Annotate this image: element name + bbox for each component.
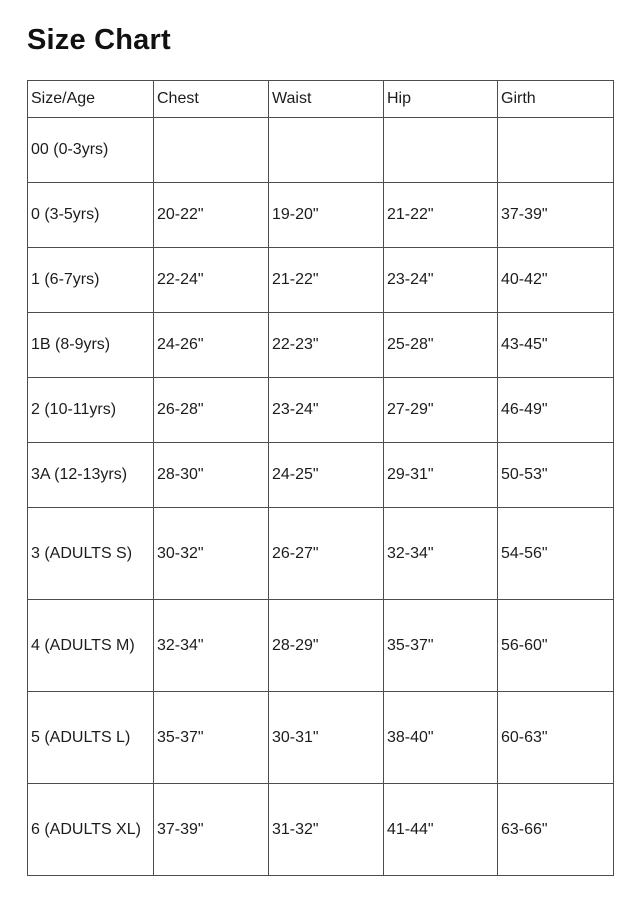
table-cell-size: 1B (8-9yrs) xyxy=(28,313,154,378)
table-cell-waist: 30-31" xyxy=(269,692,384,784)
table-row xyxy=(28,248,614,313)
table-cell-waist xyxy=(269,118,384,183)
table-cell-chest: 30-32" xyxy=(154,508,269,600)
table-row xyxy=(28,508,614,600)
table-cell-hip: 27-29" xyxy=(384,378,498,443)
table-cell-hip: 41-44" xyxy=(384,784,498,876)
column-header-size-age: Size/Age xyxy=(28,81,154,118)
table-row xyxy=(28,443,614,508)
table-cell-hip: 29-31" xyxy=(384,443,498,508)
table-cell-waist: 22-23" xyxy=(269,313,384,378)
table-cell-girth: 63-66" xyxy=(498,784,614,876)
table-cell-chest: 37-39" xyxy=(154,784,269,876)
table-cell-chest: 24-26" xyxy=(154,313,269,378)
table-cell-girth xyxy=(498,118,614,183)
table-cell-size: 0 (3-5yrs) xyxy=(28,183,154,248)
table-cell-girth: 60-63" xyxy=(498,692,614,784)
table-cell-chest xyxy=(154,118,269,183)
table-cell-girth: 56-60" xyxy=(498,600,614,692)
table-cell-hip: 38-40" xyxy=(384,692,498,784)
table-cell-size: 3A (12-13yrs) xyxy=(28,443,154,508)
table-cell-hip: 23-24" xyxy=(384,248,498,313)
size-chart-table xyxy=(27,80,614,876)
table-cell-size: 5 (ADULTS L) xyxy=(28,692,154,784)
table-cell-waist: 31-32" xyxy=(269,784,384,876)
table-cell-chest: 28-30" xyxy=(154,443,269,508)
page-title: Size Chart xyxy=(27,24,171,56)
table-cell-hip: 32-34" xyxy=(384,508,498,600)
column-header-waist: Waist xyxy=(269,81,384,118)
table-row xyxy=(28,600,614,692)
table-cell-girth: 50-53" xyxy=(498,443,614,508)
table-cell-hip: 35-37" xyxy=(384,600,498,692)
column-header-girth: Girth xyxy=(498,81,614,118)
table-cell-waist: 23-24" xyxy=(269,378,384,443)
table-row xyxy=(28,692,614,784)
table-cell-chest: 22-24" xyxy=(154,248,269,313)
table-cell-chest: 32-34" xyxy=(154,600,269,692)
table-row xyxy=(28,118,614,183)
table-cell-size: 2 (10-11yrs) xyxy=(28,378,154,443)
column-header-chest: Chest xyxy=(154,81,269,118)
table-row xyxy=(28,183,614,248)
table-cell-size: 3 (ADULTS S) xyxy=(28,508,154,600)
table-cell-hip: 25-28" xyxy=(384,313,498,378)
table-cell-waist: 24-25" xyxy=(269,443,384,508)
table-cell-size: 00 (0-3yrs) xyxy=(28,118,154,183)
table-cell-girth: 54-56" xyxy=(498,508,614,600)
table-row xyxy=(28,378,614,443)
table-cell-chest: 20-22" xyxy=(154,183,269,248)
table-cell-girth: 46-49" xyxy=(498,378,614,443)
table-cell-girth: 40-42" xyxy=(498,248,614,313)
table-cell-waist: 19-20" xyxy=(269,183,384,248)
table-header-row xyxy=(28,81,614,118)
table-cell-girth: 43-45" xyxy=(498,313,614,378)
table-row xyxy=(28,784,614,876)
column-header-hip: Hip xyxy=(384,81,498,118)
table-cell-size: 4 (ADULTS M) xyxy=(28,600,154,692)
table-row xyxy=(28,313,614,378)
table-cell-waist: 26-27" xyxy=(269,508,384,600)
table-cell-hip: 21-22" xyxy=(384,183,498,248)
table-cell-size: 6 (ADULTS XL) xyxy=(28,784,154,876)
table-cell-size: 1 (6-7yrs) xyxy=(28,248,154,313)
table-cell-girth: 37-39" xyxy=(498,183,614,248)
table-cell-chest: 26-28" xyxy=(154,378,269,443)
table-cell-waist: 28-29" xyxy=(269,600,384,692)
table-cell-hip xyxy=(384,118,498,183)
table-cell-chest: 35-37" xyxy=(154,692,269,784)
table-cell-waist: 21-22" xyxy=(269,248,384,313)
